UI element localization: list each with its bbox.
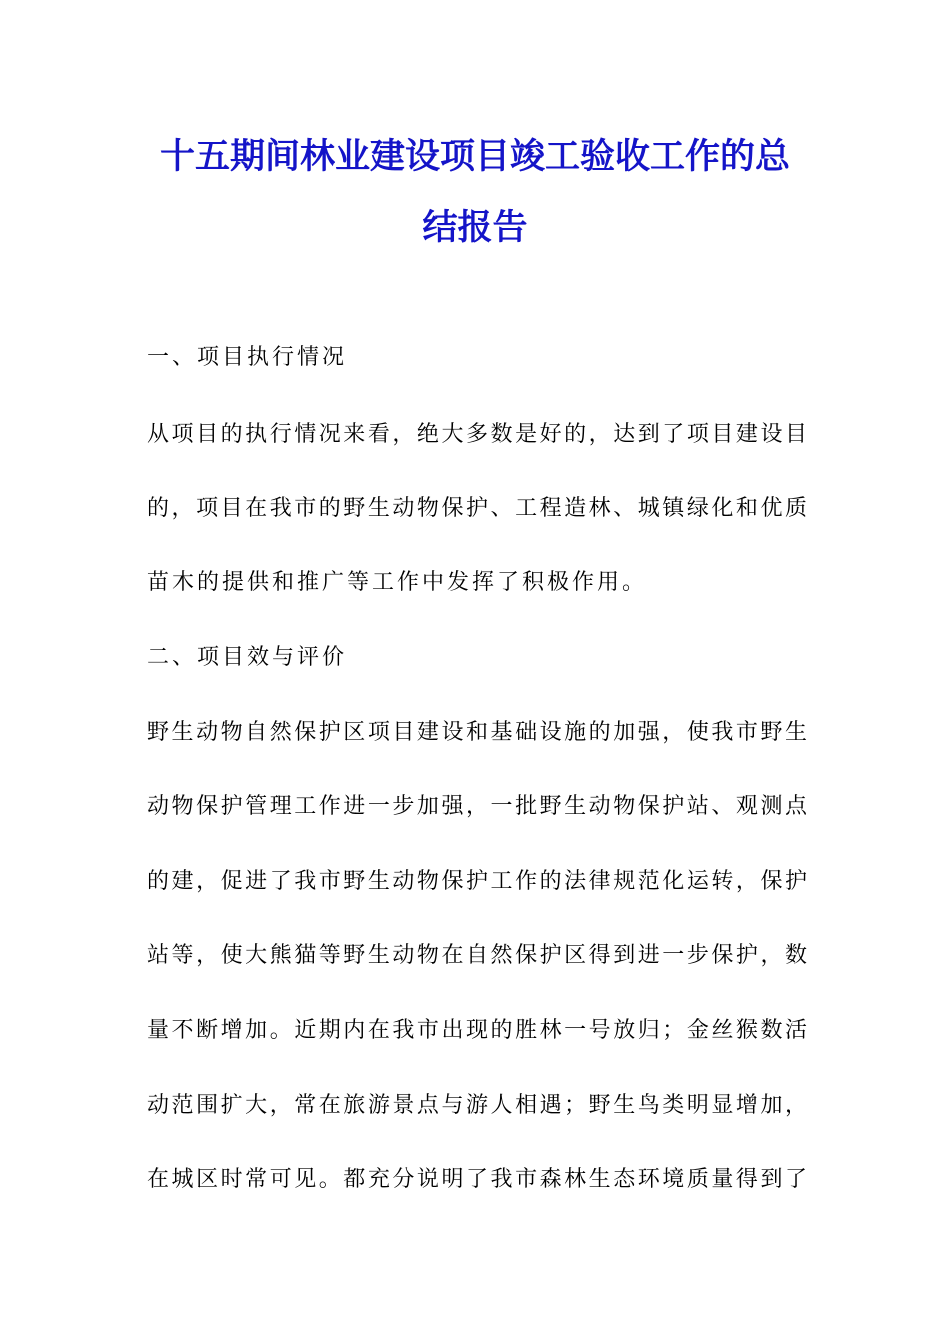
paragraph-line: 量不断增加。近期内在我市出现的胜林一号放归；金丝猴数活	[147, 1018, 807, 1043]
paragraph-line: 在城区时常可见。都充分说明了我市森林生态环境质量得到了	[147, 1167, 807, 1192]
section-heading-1: 一、项目执行情况	[147, 345, 348, 370]
paragraph-line: 的建，促进了我市野生动物保护工作的法律规范化运转，保护	[147, 869, 807, 894]
paragraph-line: 动范围扩大，常在旅游景点与游人相遇；野生鸟类明显增加，	[147, 1093, 807, 1118]
section-heading-2: 二、项目效与评价	[147, 645, 348, 670]
paragraph-line: 的，项目在我市的野生动物保护、工程造林、城镇绿化和优质	[147, 496, 807, 521]
document-title-line-2: 结报告	[422, 208, 528, 248]
paragraph-line: 苗木的提供和推广等工作中发挥了积极作用。	[147, 570, 648, 595]
paragraph-line: 野生动物自然保护区项目建设和基础设施的加强，使我市野生	[147, 720, 807, 745]
paragraph-line: 从项目的执行情况来看，绝大多数是好的，达到了项目建设目	[147, 422, 807, 447]
paragraph-line: 动物保护管理工作进一步加强，一批野生动物保护站、观测点	[147, 794, 807, 819]
document-title-line-1: 十五期间林业建设项目竣工验收工作的总	[159, 137, 790, 177]
paragraph-line: 站等，使大熊猫等野生动物在自然保护区得到进一步保护，数	[147, 943, 807, 968]
